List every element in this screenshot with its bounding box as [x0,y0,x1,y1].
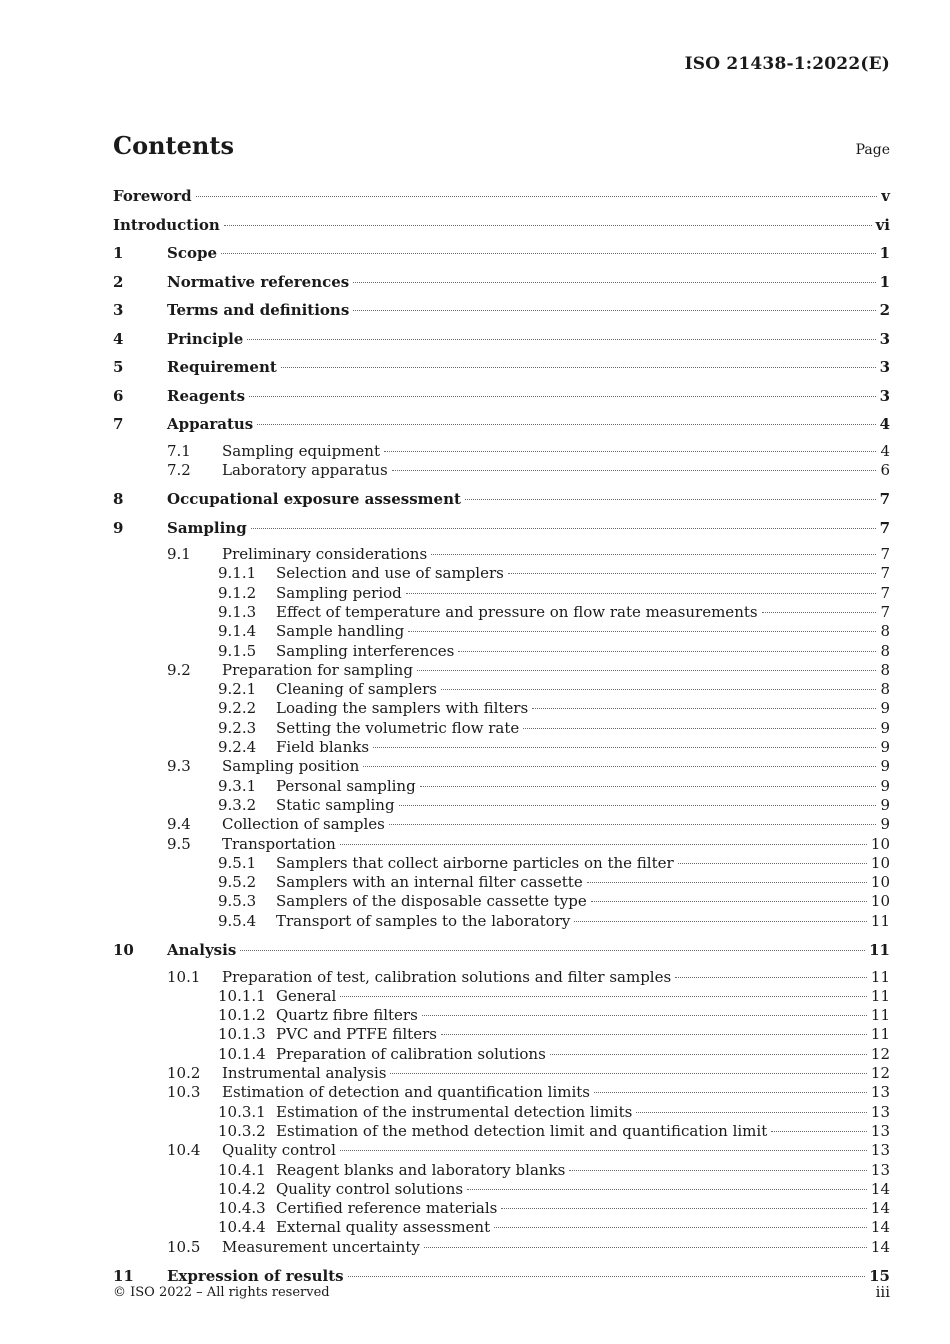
toc-entry-page[interactable]: 3 [879,358,890,376]
toc-entry-page[interactable]: 8 [880,660,890,679]
toc-entry-title[interactable]: Certified reference materials [276,1199,498,1218]
toc-entry-title[interactable]: Introduction [113,215,220,234]
dot-leader [340,995,867,997]
toc-entry[interactable] [113,757,890,776]
dot-leader [340,1149,867,1151]
toc-entry-title[interactable]: Setting the volumetric flow rate [276,718,520,737]
toc-entry-number: 2 [113,272,124,291]
toc-entry-title[interactable]: Preparation for sampling [222,660,413,679]
toc-entry[interactable] [113,185,890,214]
toc-entry-page[interactable]: 11 [870,1006,890,1025]
toc-entry-number: 10.3.1 [218,1102,266,1121]
toc-entry-page[interactable]: 7 [879,490,890,509]
toc-entry-number: 3 [113,301,124,319]
dot-leader [390,1072,866,1074]
toc-entry[interactable] [113,1025,890,1044]
toc-entry-number: 9.2 [167,660,191,679]
toc-entry-number: 5 [113,358,124,376]
toc-entry-title[interactable]: Preparation of calibration solutions [276,1044,546,1063]
toc-entry-page[interactable]: vi [875,215,890,234]
toc-entry-page[interactable]: 3 [879,386,890,405]
dot-leader [465,498,876,500]
toc-entry-title[interactable]: Estimation of detection and quantification limits [222,1083,590,1102]
dot-leader [399,804,877,806]
toc-entry-page[interactable]: 3 [879,329,890,348]
toc-entry[interactable] [113,1199,890,1218]
toc-entry-number: 10.4 [167,1141,201,1160]
toc-entry[interactable] [113,1122,890,1141]
toc-entry-page[interactable]: 8 [880,622,890,641]
toc-entry-page[interactable]: 11 [870,1025,890,1044]
dot-leader [501,1207,867,1209]
dot-leader [508,572,877,574]
toc-entry-number: 9.4 [167,815,191,834]
toc-entry[interactable] [113,299,890,328]
dot-leader [392,469,877,471]
toc-entry[interactable] [113,680,890,699]
toc-entry-number: 9.1.3 [218,602,257,621]
toc-entry-title[interactable]: Sampling equipment [222,441,380,460]
document-id: ISO 21438-1:2022(E) [684,54,890,74]
toc-entry-title[interactable]: Analysis [167,941,237,960]
dot-leader [406,592,877,594]
toc-entry-page[interactable]: 9 [880,757,890,776]
toc-entry[interactable] [113,545,890,564]
toc-entry-number: 9.5.1 [218,853,257,872]
toc-entry[interactable] [113,356,890,385]
toc-entry-title[interactable]: Cleaning of samplers [276,680,437,699]
toc-entry[interactable] [113,912,890,931]
toc-entry-number: 7.2 [167,460,191,479]
table-of-contents [113,185,890,1293]
toc-entry-page[interactable]: 7 [880,564,890,583]
toc-entry-number: 10.3 [167,1083,201,1102]
toc-entry-title[interactable]: Normative references [167,272,350,291]
toc-entry[interactable] [113,1141,890,1160]
toc-entry-title[interactable]: Laboratory apparatus [222,460,388,479]
dot-leader [363,765,876,767]
toc-entry-number: 9.1.4 [218,622,257,641]
toc-entry-title[interactable]: Requirement [167,358,277,376]
toc-entry-number: 9.1.2 [218,583,257,602]
toc-entry-page[interactable]: 11 [869,941,890,960]
toc-entry-title[interactable]: Sample handling [276,622,405,641]
toc-entry-title[interactable]: Static sampling [276,795,395,814]
toc-entry-number: 10.4.3 [218,1199,266,1218]
footer-copyright: © ISO 2022 – All rights reserved [113,1285,330,1300]
toc-entry-number: 9.3.2 [218,795,257,814]
toc-entry-page[interactable]: 4 [879,415,890,433]
toc-entry[interactable] [113,835,890,854]
toc-entry-title[interactable]: Samplers with an internal filter cassette [276,873,583,892]
toc-entry[interactable] [113,622,890,641]
toc-entry-page[interactable]: 1 [879,244,890,262]
toc-entry[interactable] [113,854,890,873]
toc-entry[interactable] [113,1161,890,1180]
toc-entry-number: 9.1 [167,545,191,564]
toc-entry-page[interactable]: 2 [879,301,890,319]
dot-leader [240,949,865,951]
toc-entry[interactable] [113,461,890,480]
toc-entry-title[interactable]: Field blanks [276,738,370,757]
toc-entry[interactable] [113,564,890,583]
toc-entry[interactable] [113,1006,890,1025]
toc-entry-title[interactable]: Transport of samples to the laboratory [276,911,571,930]
toc-entry[interactable] [113,777,890,796]
page-title: Contents [113,131,234,160]
toc-entry[interactable] [113,413,890,442]
dot-leader [587,881,867,883]
toc-entry-number: 7.1 [167,441,191,460]
toc-entry[interactable] [113,661,890,680]
toc-entry-page[interactable]: 9 [880,795,890,814]
toc-entry-number: 10.1.2 [218,1006,266,1025]
toc-entry[interactable] [113,271,890,300]
toc-entry-page[interactable]: 10 [870,853,890,872]
toc-entry-title[interactable]: Quartz fibre filters [276,1006,418,1025]
toc-entry-title[interactable]: Sampling interferences [276,641,455,660]
toc-entry-page[interactable]: 11 [870,967,890,986]
toc-entry-title[interactable]: Preliminary considerations [222,545,428,564]
toc-entry-number: 9.2.3 [218,718,257,737]
dot-leader [532,707,876,709]
toc-entry-title[interactable]: Instrumental analysis [222,1064,387,1083]
toc-entry[interactable] [113,1064,890,1083]
toc-entry-page[interactable]: v [881,187,890,205]
toc-entry-title[interactable]: Reagents [167,386,246,405]
toc-entry[interactable] [113,796,890,815]
toc-entry-page[interactable]: 14 [870,1199,890,1218]
toc-entry-page[interactable]: 9 [880,738,890,757]
toc-entry-title[interactable]: Estimation of the method detection limit and quantification limit [276,1121,768,1140]
toc-entry[interactable] [113,719,890,738]
toc-entry-number: 9.5.3 [218,892,257,911]
toc-entry-title[interactable]: Apparatus [167,415,254,433]
toc-entry-number: 4 [113,329,124,348]
toc-entry-page[interactable]: 15 [869,1266,890,1285]
toc-entry[interactable] [113,328,890,357]
dot-leader [422,1014,867,1016]
dot-leader [594,1091,867,1093]
dot-leader [249,395,876,397]
toc-entry-title[interactable]: Foreword [113,187,192,205]
dot-leader [569,1169,867,1171]
toc-entry-page[interactable]: 9 [880,815,890,834]
toc-entry-title[interactable]: External quality assessment [276,1218,491,1237]
dot-leader [523,727,876,729]
dot-leader [353,309,875,311]
dot-leader [424,1246,867,1248]
toc-entry-number: 10.3.2 [218,1121,266,1140]
dot-leader [221,252,876,254]
toc-entry[interactable] [113,968,890,987]
toc-entry-title[interactable]: Principle [167,329,244,348]
toc-entry-number: 9.2.4 [218,738,257,757]
dot-leader [467,1188,867,1190]
toc-entry-number: 9.5.2 [218,873,257,892]
dot-leader [431,553,876,555]
toc-entry-title[interactable]: Sampling position [222,757,360,776]
toc-entry-page[interactable]: 13 [870,1141,890,1160]
toc-entry[interactable] [113,488,890,517]
toc-entry[interactable] [113,442,890,461]
toc-entry-page[interactable]: 6 [880,460,890,479]
toc-entry-page[interactable]: 13 [870,1083,890,1102]
toc-entry[interactable] [113,1180,890,1199]
toc-entry-number: 10.4.4 [218,1218,266,1237]
toc-entry[interactable] [113,699,890,718]
dot-leader [408,630,876,632]
toc-entry-number: 1 [113,244,124,262]
dot-leader [441,1033,867,1035]
toc-entry-number: 9.3 [167,757,191,776]
toc-entry-page[interactable]: 13 [870,1121,890,1140]
toc-entry-title[interactable]: Sampling period [276,583,402,602]
dot-leader [417,669,877,671]
dot-leader [257,423,875,425]
toc-entry[interactable] [113,873,890,892]
toc-entry-number: 10.1.3 [218,1025,266,1044]
toc-entry-number: 9 [113,518,124,537]
toc-entry-title[interactable]: Terms and definitions [167,301,350,319]
toc-entry[interactable] [113,892,890,911]
toc-entry-number: 9.5 [167,834,191,853]
dot-leader [373,746,876,748]
dot-leader [348,1275,866,1277]
toc-entry[interactable] [113,1045,890,1064]
dot-leader [678,862,867,864]
toc-entry-page[interactable]: 14 [870,1179,890,1198]
toc-entry-page[interactable]: 10 [870,834,890,853]
toc-entry-title[interactable]: Preparation of test, calibration solutions and filter samples [222,967,672,986]
dot-leader [353,281,875,283]
toc-entry-title[interactable]: Reagent blanks and laboratory blanks [276,1160,566,1179]
dot-leader [441,688,877,690]
toc-entry-number: 9.1.5 [218,641,257,660]
toc-entry-number: 6 [113,386,124,405]
toc-entry-title[interactable]: Expression of results [167,1266,344,1285]
dot-leader [636,1111,867,1113]
toc-entry-title[interactable]: Occupational exposure assessment [167,490,461,509]
dot-leader [771,1130,867,1132]
toc-entry-number: 8 [113,490,124,509]
toc-entry-number: 10.4.1 [218,1160,266,1179]
toc-entry-number: 9.2.2 [218,699,257,718]
toc-entry-title[interactable]: PVC and PTFE filters [276,1025,437,1044]
dot-leader [340,843,867,845]
dot-leader [389,823,877,825]
dot-leader [494,1226,867,1228]
toc-entry-page[interactable]: 13 [870,1160,890,1179]
dot-leader [675,976,867,978]
toc-entry-title[interactable]: Samplers that collect airborne particles on the filter [276,853,674,872]
toc-entry-number: 7 [113,415,124,433]
toc-entry-title[interactable]: Selection and use of samplers [276,564,504,583]
toc-entry-page[interactable]: 9 [880,776,890,795]
dot-leader [420,785,877,787]
toc-entry-number: 9.3.1 [218,776,257,795]
toc-entry[interactable] [113,642,890,661]
toc-entry-title[interactable]: Quality control [222,1141,336,1160]
toc-entry-title[interactable]: Sampling [167,518,247,537]
toc-entry-page[interactable]: 4 [880,441,890,460]
toc-entry[interactable] [113,242,890,271]
toc-entry-page[interactable]: 9 [880,718,890,737]
toc-entry-number: 10.4.2 [218,1179,266,1198]
toc-entry-title[interactable]: General [276,986,337,1005]
page-column-label: Page [855,142,890,158]
toc-entry[interactable] [113,1238,890,1257]
toc-entry-title[interactable]: Estimation of the instrumental detection limits [276,1102,633,1121]
toc-entry-page[interactable]: 13 [870,1102,890,1121]
toc-entry[interactable] [113,1103,890,1122]
toc-entry-page[interactable]: 11 [870,986,890,1005]
toc-entry-number: 10.1 [167,967,201,986]
toc-entry-page[interactable]: 14 [870,1237,890,1256]
toc-entry-title[interactable]: Loading the samplers with filters [276,699,529,718]
toc-entry-title[interactable]: Collection of samples [222,815,385,834]
toc-entry-title[interactable]: Scope [167,244,218,262]
toc-entry-page[interactable]: 7 [880,602,890,621]
toc-entry-title[interactable]: Quality control solutions [276,1179,464,1198]
toc-entry-page[interactable]: 8 [880,641,890,660]
toc-entry[interactable] [113,603,890,622]
toc-entry-page[interactable]: 7 [880,545,890,564]
dot-leader [574,920,867,922]
toc-entry-page[interactable]: 7 [879,518,890,537]
toc-entry-number: 10.5 [167,1237,201,1256]
toc-entry-page[interactable]: 12 [870,1064,890,1083]
toc-entry-title[interactable]: Transportation [222,834,336,853]
toc-entry-page[interactable]: 7 [880,583,890,602]
toc-entry-page[interactable]: 14 [870,1218,890,1237]
dot-leader [458,650,876,652]
toc-entry-title[interactable]: Samplers of the disposable cassette type [276,892,587,911]
toc-entry[interactable] [113,939,890,968]
toc-entry-number: 9.2.1 [218,680,257,699]
toc-entry[interactable] [113,214,890,243]
toc-entry[interactable] [113,584,890,603]
toc-entry[interactable] [113,1083,890,1102]
toc-entry-number: 10.1.4 [218,1044,266,1063]
toc-entry[interactable] [113,987,890,1006]
toc-entry-number: 11 [113,1266,134,1285]
toc-entry-page[interactable]: 1 [879,272,890,291]
toc-entry-number: 10.1.1 [218,986,266,1005]
toc-entry-number: 9.5.4 [218,911,257,930]
toc-entry[interactable] [113,815,890,834]
toc-entry-title[interactable]: Measurement uncertainty [222,1237,420,1256]
dot-leader [251,527,876,529]
dot-leader [281,366,876,368]
toc-entry-title[interactable]: Personal sampling [276,776,416,795]
dot-leader [762,611,877,613]
toc-entry-page[interactable]: 10 [870,873,890,892]
footer-page-number: iii [875,1283,890,1301]
dot-leader [196,195,878,197]
dot-leader [247,338,875,340]
dot-leader [550,1053,867,1055]
toc-entry[interactable] [113,385,890,414]
toc-entry-page[interactable]: 10 [870,892,890,911]
toc-entry-number: 9.1.1 [218,564,257,583]
toc-entry-number: 10 [113,941,134,960]
toc-entry-page[interactable]: 12 [870,1044,890,1063]
toc-entry-page[interactable]: 11 [870,911,890,930]
toc-entry-title[interactable]: Effect of temperature and pressure on flow rate measurements [276,602,758,621]
toc-entry-number: 10.2 [167,1064,201,1083]
dot-leader [224,224,872,226]
toc-entry[interactable] [113,738,890,757]
toc-entry-page[interactable]: 8 [880,680,890,699]
dot-leader [591,900,867,902]
toc-entry[interactable] [113,517,890,546]
dot-leader [384,450,876,452]
toc-entry[interactable] [113,1218,890,1237]
toc-entry-page[interactable]: 9 [880,699,890,718]
